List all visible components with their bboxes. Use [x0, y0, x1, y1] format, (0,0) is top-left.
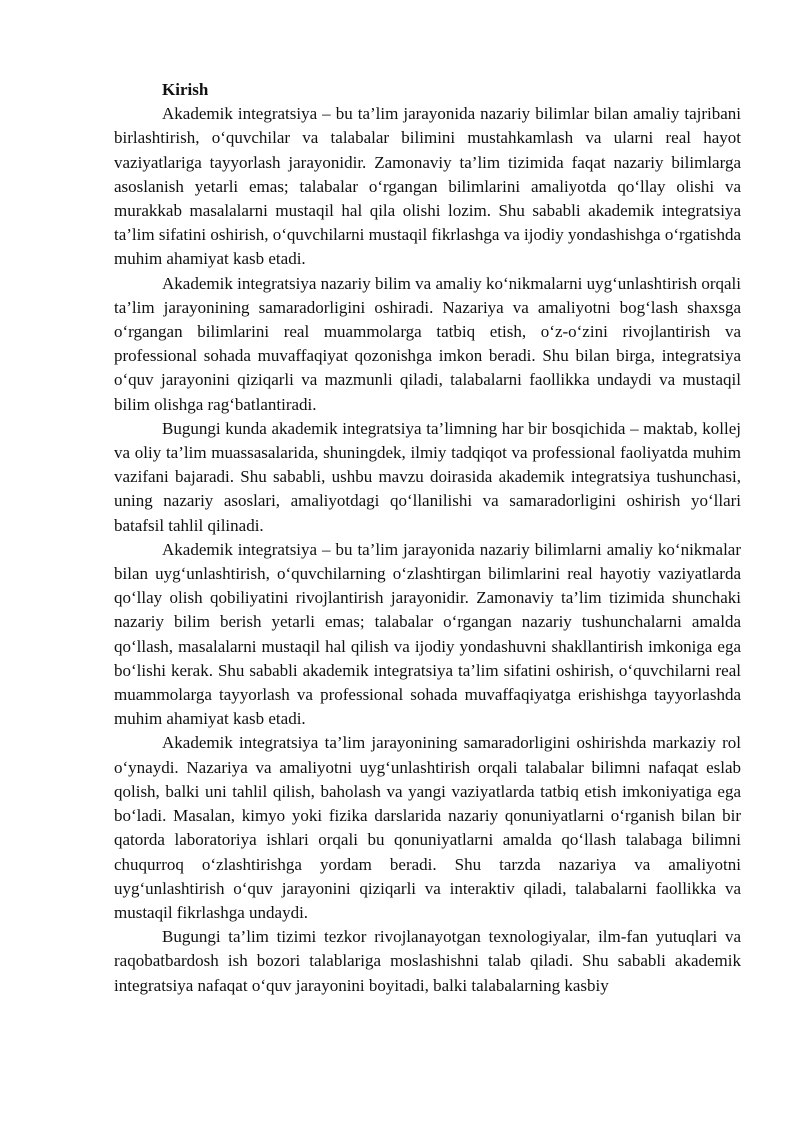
paragraph-4: Akademik integratsiya – bu ta’lim jarayonida nazariy bilimlarni amaliy ko‘nikmalar bilan uyg‘unlashtirish, o‘quvchilarning o‘zlashtirgan bilimlarini real hayotiy vaziyatlarda qo‘llay olish qobiliyatini rivojlantirish jarayonidir. Zamonaviy ta’lim tizimida shunchaki nazariy bilim berish yetarli emas; talabalar o‘rgangan nazariy tushunchalarni amalda qo‘llash, masalalarni mustaqil hal qilish va ijodiy yondashuvni shakllantirish imkoniga ega bo‘lishi kerak. Shu sababli akademik integratsiya ta’lim sifatini oshirish, o‘quvchilarni real muammolarga tayyorlash va professional sohada muvaffaqiyatga erishishga tayyorlashda muhim ahamiyat kasb etadi. — [114, 539, 741, 729]
paragraph-3: Bugungi kunda akademik integratsiya ta’limning har bir bosqichida – maktab, kollej va oliy ta’lim muassasalarida, shuningdek, ilmiy tadqiqot va professional faoliyatda muhim vazifani bajaradi. Shu sababli, ushbu mavzu doirasida akademik integratsiya tushunchasi, uning nazariy asoslari, amaliyotdagi qo‘llanilishi va samaradorligini oshirish yo‘llari batafsil tahlil qilinadi. — [114, 418, 741, 535]
document-body — [114, 78, 741, 998]
paragraph-2: Akademik integratsiya nazariy bilim va amaliy ko‘nikmalarni uyg‘unlashtirish orqali ta’lim jarayonining samaradorligini oshiradi. Nazariya va amaliyotni bog‘lash shaxsga o‘rgangan bilimlarini real muammolarga tatbiq etish, o‘z-o‘zini rivojlantirish va professional sohada muvaffaqiyat qozonishga imkon beradi. Shu bilan birga, integratsiya o‘quv jarayonini qiziqarli va mazmunli qiladi, talabalarni faollikka undaydi va mustaqil bilim olishga rag‘batlantiradi. — [114, 273, 741, 414]
paragraph-5: Akademik integratsiya ta’lim jarayonining samaradorligini oshirishda markaziy rol o‘ynaydi. Nazariya va amaliyotni uyg‘unlashtirish orqali talabalar bilimni nafaqat eslab qolish, balki uni tahlil qilish, baholash va yangi vaziyatlarda tatbiq etish imkoniyatiga ega bo‘ladi. Masalan, kimyo yoki fizika darslarida nazariy qonuniyatlarni o‘rganish bilan bir qatorda laboratoriya ishlari orqali bu qonuniyatlarni amalda qo‘llash talabaga bilimni chuqurroq o‘zlashtirishga yordam beradi. Shu tarzda nazariya va amaliyotni uyg‘unlashtirish o‘quv jarayonini qiziqarli va interaktiv qiladi, talabalarni faollikka va mustaqil fikrlashga undaydi. — [114, 733, 741, 922]
paragraph-6: Bugungi ta’lim tizimi tezkor rivojlanayotgan texnologiyalar, ilm-fan yutuqlari va raqobatbardosh ish bozori talablariga moslashishni talab qiladi. Shu sababli akademik integratsiya nafaqat o‘quv jarayonini boyitadi, balki talabalarning kasbiy — [114, 927, 741, 995]
section-heading: Kirish — [162, 80, 209, 99]
paragraph-1: Akademik integratsiya – bu ta’lim jarayonida nazariy bilimlar bilan amaliy tajribani birlashtirish, o‘quvchilar va talabalar bilimini mustahkamlash va ularni real hayot vaziyatlariga tayyorlash jarayonidir. Zamonaviy ta’lim tizimida faqat nazariy bilimlarga asoslanish yetarli emas; talabalar o‘rgangan bilimlarini amaliyotda qo‘llay olishi va murakkab masalalarni mustaqil hal qila olishi lozim. Shu sababli akademik integratsiya ta’lim sifatini oshirish, o‘quvchilarni mustaqil fikrlashga va ijodiy yondashishga o‘rgatishda muhim ahamiyat kasb etadi. — [114, 104, 741, 269]
